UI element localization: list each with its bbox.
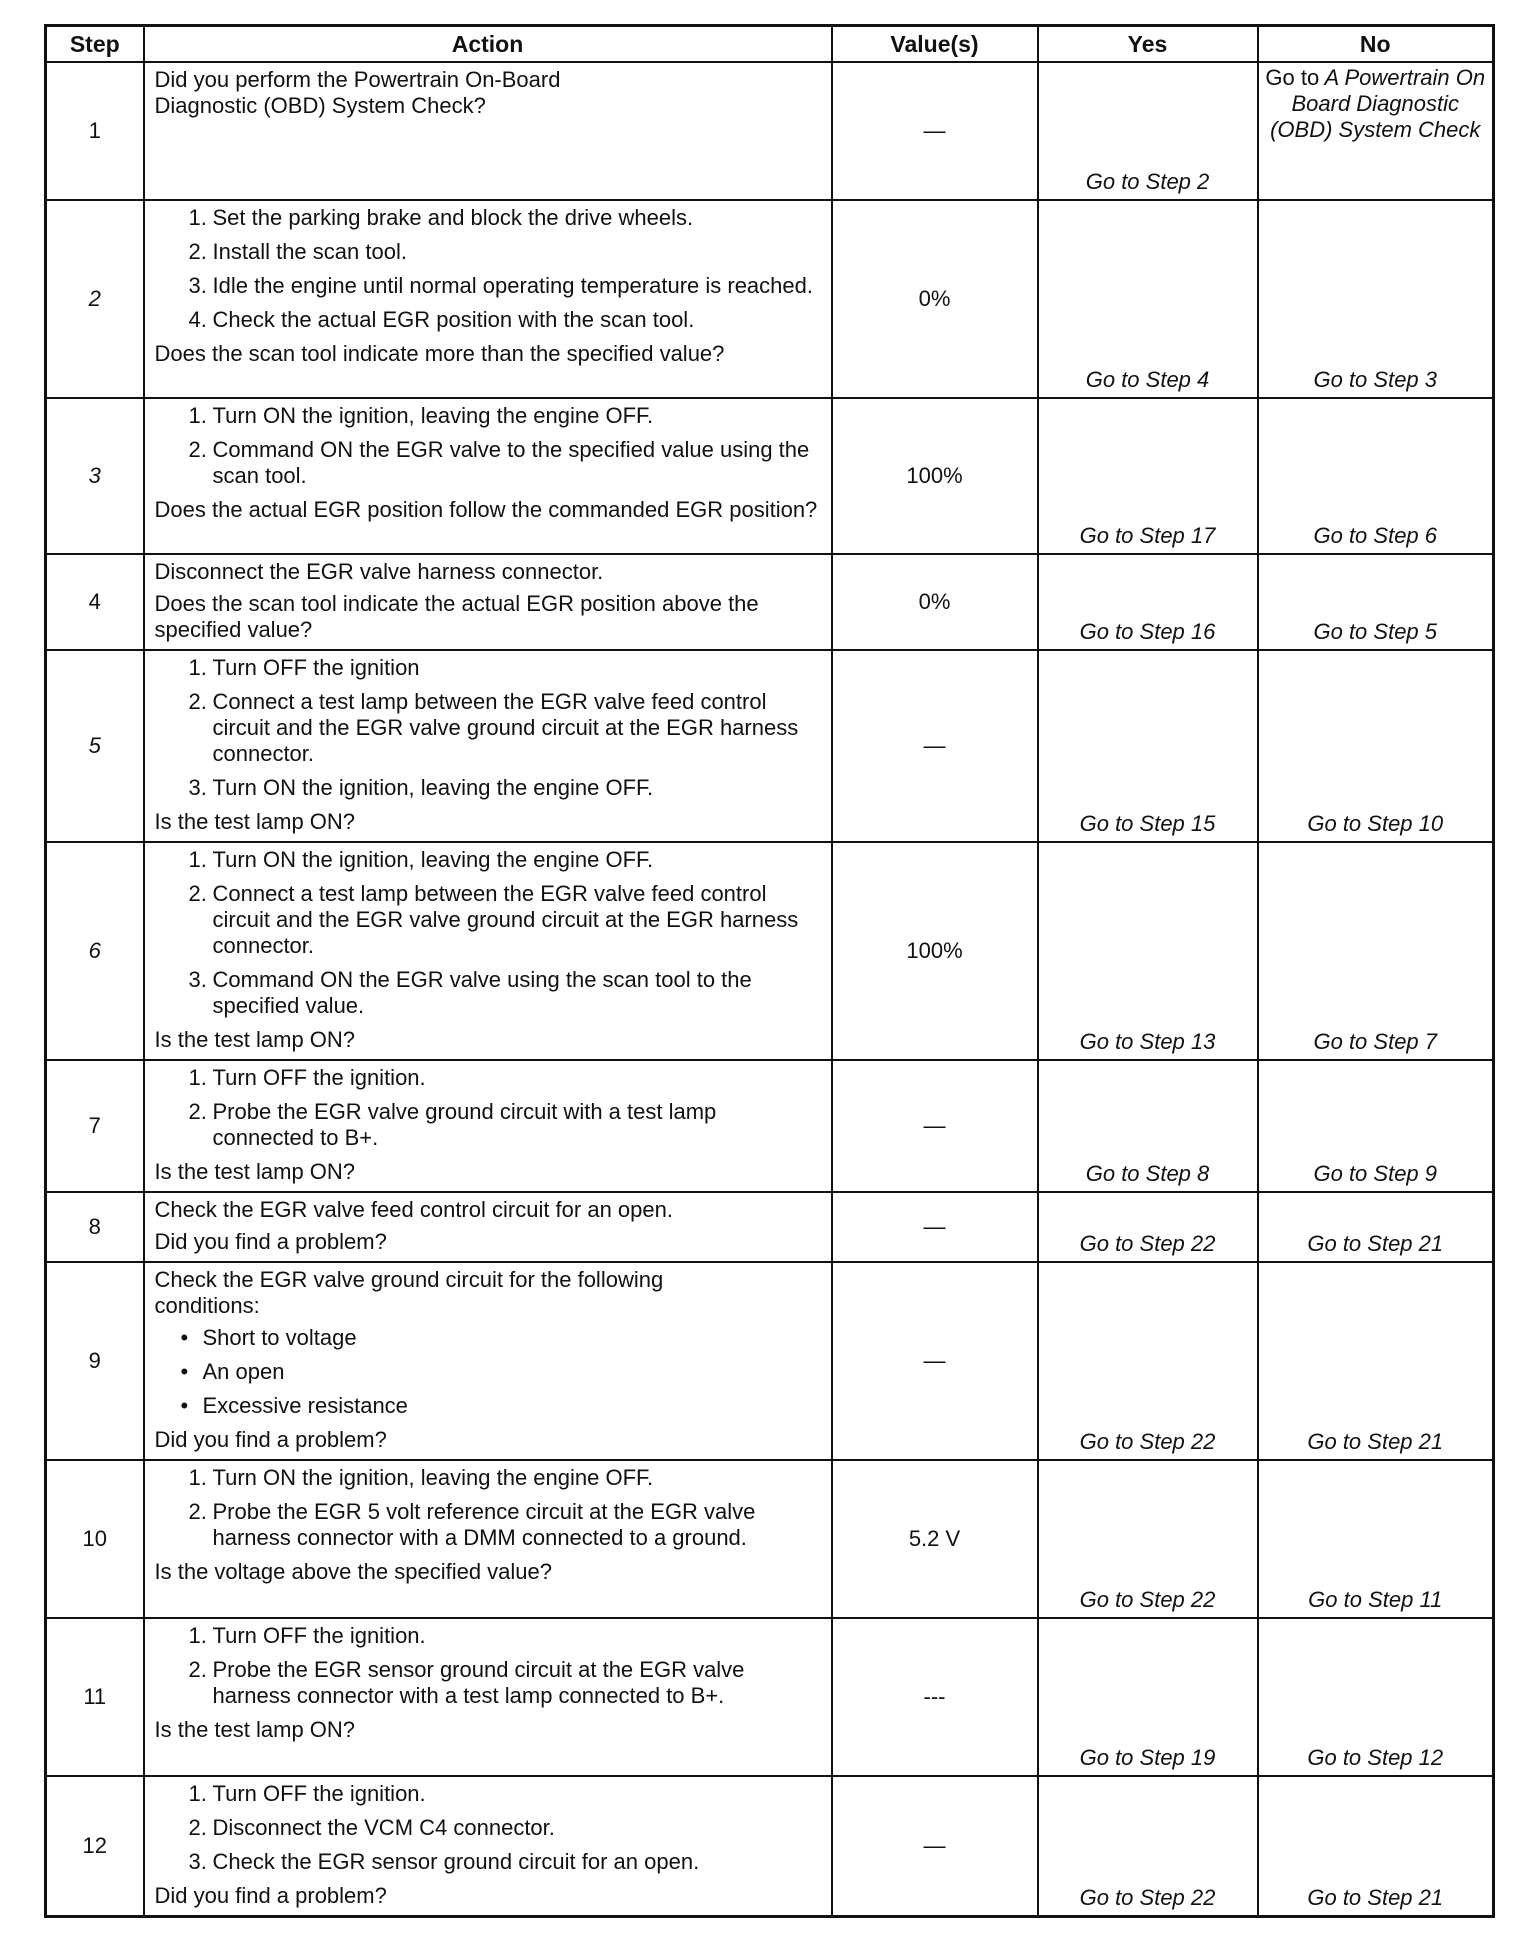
no-cell xyxy=(1258,200,1494,398)
no-goto: Go to Step 21 xyxy=(1307,1885,1444,1910)
action-question: Did you find a problem? xyxy=(154,1883,387,1908)
list-item: • Excessive resistance xyxy=(179,1393,821,1419)
header-values: Value(s) xyxy=(832,26,1038,63)
no-cell xyxy=(1258,554,1494,650)
action-cell xyxy=(144,1776,832,1917)
list-item: Probe the EGR sensor ground circuit at the EGR valve harness connector with a test lamp connected to B+. xyxy=(212,1657,745,1708)
table-row xyxy=(46,842,1494,1060)
no-cell xyxy=(1258,1192,1494,1262)
action-text: Disconnect the EGR valve harness connector. xyxy=(154,559,604,584)
step-number: 3 xyxy=(46,398,144,554)
action-cell xyxy=(144,1060,832,1192)
yes-cell xyxy=(1038,554,1258,650)
yes-cell xyxy=(1038,1262,1258,1460)
value-cell: 0% xyxy=(832,554,1038,650)
table-row xyxy=(46,398,1494,554)
yes-cell xyxy=(1038,1618,1258,1776)
numbered-steps xyxy=(155,1465,821,1551)
yes-goto: Go to Step 15 xyxy=(1079,811,1216,836)
no-goto: Go to Step 11 xyxy=(1308,1587,1443,1612)
action-text: Did you perform the Powertrain On-Board Diagnostic (OBD) System Check? xyxy=(154,67,561,118)
step-number: 6 xyxy=(46,842,144,1060)
yes-goto: Go to Step 22 xyxy=(1079,1429,1216,1454)
list-item: • An open xyxy=(179,1359,821,1385)
header-no: No xyxy=(1258,26,1494,63)
yes-cell xyxy=(1038,200,1258,398)
header-row xyxy=(46,26,1494,63)
yes-goto: Go to Step 2 xyxy=(1085,169,1210,194)
numbered-steps xyxy=(155,655,821,801)
value-cell: 0% xyxy=(832,200,1038,398)
no-cell xyxy=(1258,650,1494,842)
action-cell xyxy=(144,1460,832,1618)
yes-goto: Go to Step 13 xyxy=(1079,1029,1216,1054)
action-question: Does the actual EGR position follow the commanded EGR position? xyxy=(154,497,818,522)
action-text: Check the EGR valve feed control circuit for an open. xyxy=(154,1197,673,1222)
yes-cell xyxy=(1038,650,1258,842)
action-cell xyxy=(144,200,832,398)
list-item: Check the actual EGR position with the scan tool. xyxy=(212,307,695,332)
table-row xyxy=(46,1192,1494,1262)
no-cell xyxy=(1258,842,1494,1060)
no-goto: Go to Step 5 xyxy=(1313,619,1438,644)
no-goto: Go to Step 6 xyxy=(1313,523,1438,548)
no-goto: Go to Step 7 xyxy=(1313,1029,1438,1054)
step-number: 11 xyxy=(46,1618,144,1776)
no-goto xyxy=(1259,63,1493,143)
no-goto-prefix: Go to xyxy=(1265,65,1320,90)
table-row xyxy=(46,1460,1494,1618)
list-item: Turn OFF the ignition. xyxy=(212,1065,426,1090)
step-number: 4 xyxy=(46,554,144,650)
no-cell xyxy=(1258,1460,1494,1618)
yes-goto: Go to Step 17 xyxy=(1079,523,1216,548)
no-cell xyxy=(1258,1060,1494,1192)
table-row xyxy=(46,650,1494,842)
action-question: Is the test lamp ON? xyxy=(154,809,356,834)
table-row xyxy=(46,62,1494,200)
value-cell: — xyxy=(832,1060,1038,1192)
yes-goto: Go to Step 19 xyxy=(1079,1745,1216,1770)
list-item: Probe the EGR valve ground circuit with a test lamp connected to B+. xyxy=(212,1099,717,1150)
action-cell xyxy=(144,1618,832,1776)
step-number: 9 xyxy=(46,1262,144,1460)
yes-cell xyxy=(1038,62,1258,200)
yes-goto: Go to Step 4 xyxy=(1085,367,1210,392)
step-number: 7 xyxy=(46,1060,144,1192)
table-row xyxy=(46,1262,1494,1460)
yes-goto: Go to Step 22 xyxy=(1079,1231,1216,1256)
no-cell xyxy=(1258,62,1494,200)
value-cell: — xyxy=(832,62,1038,200)
list-item: Idle the engine until normal operating temperature is reached. xyxy=(212,273,813,298)
numbered-steps xyxy=(155,205,821,333)
no-goto: Go to Step 3 xyxy=(1313,367,1438,392)
value-cell: --- xyxy=(832,1618,1038,1776)
numbered-steps xyxy=(155,1781,821,1875)
step-number: 10 xyxy=(46,1460,144,1618)
value-cell: 100% xyxy=(832,398,1038,554)
header-step: Step xyxy=(46,26,144,63)
action-question: Does the scan tool indicate more than the specified value? xyxy=(154,341,725,366)
list-item: • Short to voltage xyxy=(179,1325,821,1351)
list-item: Set the parking brake and block the drive wheels. xyxy=(212,205,694,230)
list-item: Disconnect the VCM C4 connector. xyxy=(212,1815,555,1840)
action-cell xyxy=(144,398,832,554)
no-cell xyxy=(1258,1776,1494,1917)
list-item: Check the EGR sensor ground circuit for an open. xyxy=(212,1849,700,1874)
step-number: 2 xyxy=(46,200,144,398)
step-number: 12 xyxy=(46,1776,144,1917)
action-cell xyxy=(144,554,832,650)
yes-cell xyxy=(1038,842,1258,1060)
step-number: 5 xyxy=(46,650,144,842)
list-item: Command ON the EGR valve using the scan tool to the specified value. xyxy=(212,967,752,1018)
diagnostic-table xyxy=(44,24,1495,1918)
action-question: Did you find a problem? xyxy=(154,1427,387,1452)
value-cell: — xyxy=(832,1262,1038,1460)
table-row xyxy=(46,1060,1494,1192)
list-item: Install the scan tool. xyxy=(212,239,407,264)
no-goto: Go to Step 12 xyxy=(1307,1745,1444,1770)
yes-goto: Go to Step 22 xyxy=(1079,1587,1216,1612)
yes-cell xyxy=(1038,1776,1258,1917)
no-goto: Go to Step 10 xyxy=(1307,811,1444,836)
list-item: Turn ON the ignition, leaving the engine OFF. xyxy=(212,775,654,800)
value-cell: 100% xyxy=(832,842,1038,1060)
yes-goto: Go to Step 16 xyxy=(1079,619,1216,644)
action-cell xyxy=(144,1262,832,1460)
table-row xyxy=(46,200,1494,398)
table-row xyxy=(46,1776,1494,1917)
no-goto: Go to Step 21 xyxy=(1307,1231,1444,1256)
action-question: Is the test lamp ON? xyxy=(154,1027,356,1052)
header-yes: Yes xyxy=(1038,26,1258,63)
action-cell xyxy=(144,1192,832,1262)
action-text: Check the EGR valve ground circuit for the following conditions: xyxy=(154,1267,664,1318)
header-action: Action xyxy=(144,26,832,63)
no-goto: Go to Step 21 xyxy=(1307,1429,1444,1454)
no-goto: Go to Step 9 xyxy=(1313,1161,1438,1186)
numbered-steps xyxy=(155,1065,821,1151)
numbered-steps xyxy=(155,847,821,1019)
no-cell xyxy=(1258,398,1494,554)
no-cell xyxy=(1258,1618,1494,1776)
yes-goto: Go to Step 22 xyxy=(1079,1885,1216,1910)
value-cell: — xyxy=(832,650,1038,842)
list-item: Command ON the EGR valve to the specified value using the scan tool. xyxy=(212,437,810,488)
list-item: Turn ON the ignition, leaving the engine OFF. xyxy=(212,1465,654,1490)
action-question: Does the scan tool indicate the actual EGR position above the specified value? xyxy=(154,591,759,642)
table-row xyxy=(46,1618,1494,1776)
list-item: Turn OFF the ignition. xyxy=(212,1623,426,1648)
yes-cell xyxy=(1038,1192,1258,1262)
list-item: Connect a test lamp between the EGR valve feed control circuit and the EGR valve ground circuit at the EGR harness connector. xyxy=(212,881,799,958)
table-row xyxy=(46,554,1494,650)
value-cell: — xyxy=(832,1192,1038,1262)
step-number: 8 xyxy=(46,1192,144,1262)
numbered-steps xyxy=(155,403,821,489)
numbered-steps xyxy=(155,1623,821,1709)
action-question: Did you find a problem? xyxy=(154,1229,387,1254)
list-item: Turn OFF the ignition xyxy=(212,655,420,680)
action-cell xyxy=(144,62,832,200)
no-cell xyxy=(1258,1262,1494,1460)
action-question: Is the test lamp ON? xyxy=(154,1717,356,1742)
action-question: Is the test lamp ON? xyxy=(154,1159,356,1184)
step-number: 1 xyxy=(46,62,144,200)
list-item: Probe the EGR 5 volt reference circuit at the EGR valve harness connector with a DMM connected to a ground. xyxy=(212,1499,756,1550)
action-cell xyxy=(144,842,832,1060)
no-goto-target: A Powertrain On Board Diagnostic (OBD) System Check xyxy=(1270,65,1486,142)
yes-goto: Go to Step 8 xyxy=(1085,1161,1210,1186)
yes-cell xyxy=(1038,398,1258,554)
action-question: Is the voltage above the specified value? xyxy=(154,1559,552,1584)
list-item: Turn OFF the ignition. xyxy=(212,1781,426,1806)
condition-list xyxy=(155,1325,821,1419)
yes-cell xyxy=(1038,1460,1258,1618)
value-cell: 5.2 V xyxy=(832,1460,1038,1618)
list-item: Connect a test lamp between the EGR valve feed control circuit and the EGR valve ground circuit at the EGR harness connector. xyxy=(212,689,799,766)
yes-cell xyxy=(1038,1060,1258,1192)
action-cell xyxy=(144,650,832,842)
value-cell: — xyxy=(832,1776,1038,1917)
list-item: Turn ON the ignition, leaving the engine OFF. xyxy=(212,403,654,428)
list-item: Turn ON the ignition, leaving the engine OFF. xyxy=(212,847,654,872)
